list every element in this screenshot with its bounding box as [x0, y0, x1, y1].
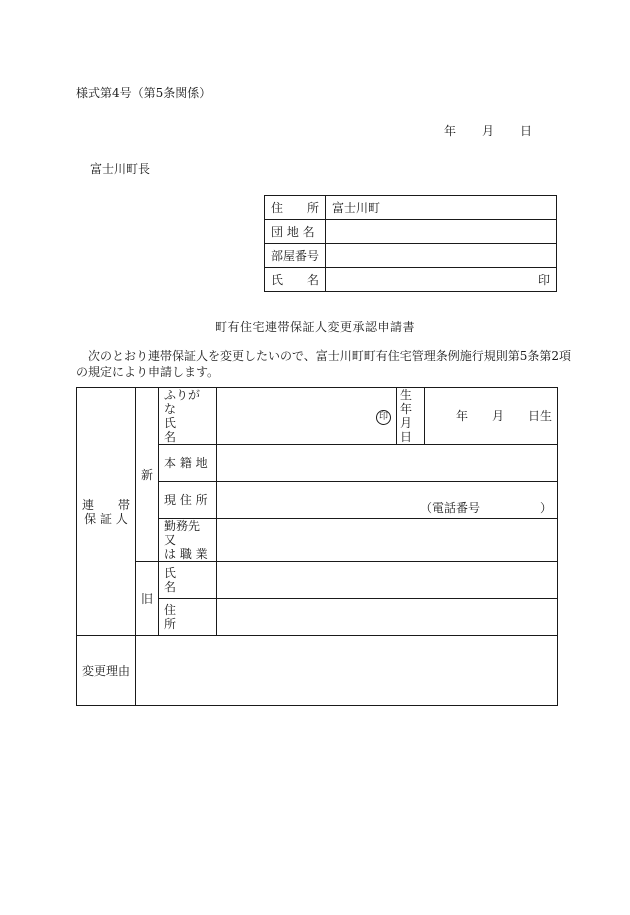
- date-day: 日: [520, 124, 533, 138]
- guarantor-label-line-2: 保 証 人: [84, 511, 128, 526]
- old-address-label: 住 所: [159, 599, 217, 636]
- guarantor-section-label: [77, 388, 136, 636]
- phone-open: （電話番号: [419, 501, 480, 515]
- applicant-address-row: [265, 196, 557, 220]
- furigana-label: ふりがな: [164, 388, 201, 416]
- form-number: 様式第4号（第5条関係）: [76, 86, 212, 100]
- workplace-label: [159, 519, 217, 562]
- date-year: 年: [444, 124, 457, 138]
- workplace-label-1: 勤務先又: [164, 519, 201, 547]
- old-label: 旧: [136, 562, 159, 636]
- applicant-room-row: [265, 244, 557, 268]
- applicant-name-row: [265, 268, 557, 292]
- birth-day: 日生: [527, 409, 552, 423]
- row-reason: [77, 636, 558, 706]
- birthdate-field[interactable]: [425, 388, 558, 445]
- intro-line-2: の規定により申請します。: [76, 365, 220, 379]
- birth-year: 年: [455, 409, 468, 423]
- guarantor-label-line-1: 連 帯: [82, 497, 131, 512]
- applicant-estate-field[interactable]: [326, 220, 557, 244]
- guarantor-table: [76, 387, 558, 706]
- applicant-room-field[interactable]: [326, 244, 557, 268]
- seal-circle-icon: 印: [376, 410, 391, 425]
- workplace-label-2: は 職 業: [164, 547, 208, 561]
- birthdate-label: [397, 388, 425, 445]
- new-name-label: 氏 名: [164, 416, 201, 444]
- new-address-label: 現 住 所: [159, 482, 217, 519]
- reason-field[interactable]: [136, 636, 558, 706]
- old-address-field[interactable]: [217, 599, 558, 636]
- birthdate-label-1: 生年: [400, 388, 413, 416]
- domicile-label: 本 籍 地: [159, 445, 217, 482]
- new-address-field[interactable]: [217, 482, 558, 519]
- date-month: 月: [482, 124, 495, 138]
- birth-month: 月: [491, 409, 504, 423]
- applicant-room-label: 部屋番号: [265, 244, 326, 268]
- phone-close: ）: [539, 501, 552, 515]
- old-name-label: 氏 名: [159, 562, 217, 599]
- document-title: 町有住宅連帯保証人変更承認申請書: [214, 320, 415, 334]
- applicant-name-field[interactable]: [326, 268, 557, 292]
- reason-label: 変更理由: [77, 636, 136, 706]
- applicant-table: [264, 195, 557, 292]
- new-name-field[interactable]: [217, 388, 397, 445]
- row-old-name: [77, 562, 558, 599]
- intro-text: [76, 348, 572, 380]
- workplace-field[interactable]: [217, 519, 558, 562]
- furigana-name-label: [159, 388, 217, 445]
- intro-line-1: 次のとおり連帯保証人を変更したいので、富士川町町有住宅管理条例施行規則第5条第2項: [88, 349, 572, 363]
- applicant-estate-row: [265, 220, 557, 244]
- applicant-address-label: 住 所: [265, 196, 326, 220]
- applicant-address-field[interactable]: 富士川町: [326, 196, 557, 220]
- applicant-estate-label: 団 地 名: [265, 220, 326, 244]
- applicant-name-label: 氏 名: [265, 268, 326, 292]
- date-line: [444, 122, 532, 139]
- row-furigana-name: [77, 388, 558, 445]
- applicant-seal-mark: 印: [537, 272, 550, 287]
- addressee: 富士川町長: [90, 162, 151, 176]
- birthdate-label-2: 月日: [400, 416, 413, 444]
- old-name-field[interactable]: [217, 562, 558, 599]
- phone-number-field[interactable]: [420, 501, 552, 515]
- new-label: 新: [136, 388, 159, 562]
- domicile-field[interactable]: [217, 445, 558, 482]
